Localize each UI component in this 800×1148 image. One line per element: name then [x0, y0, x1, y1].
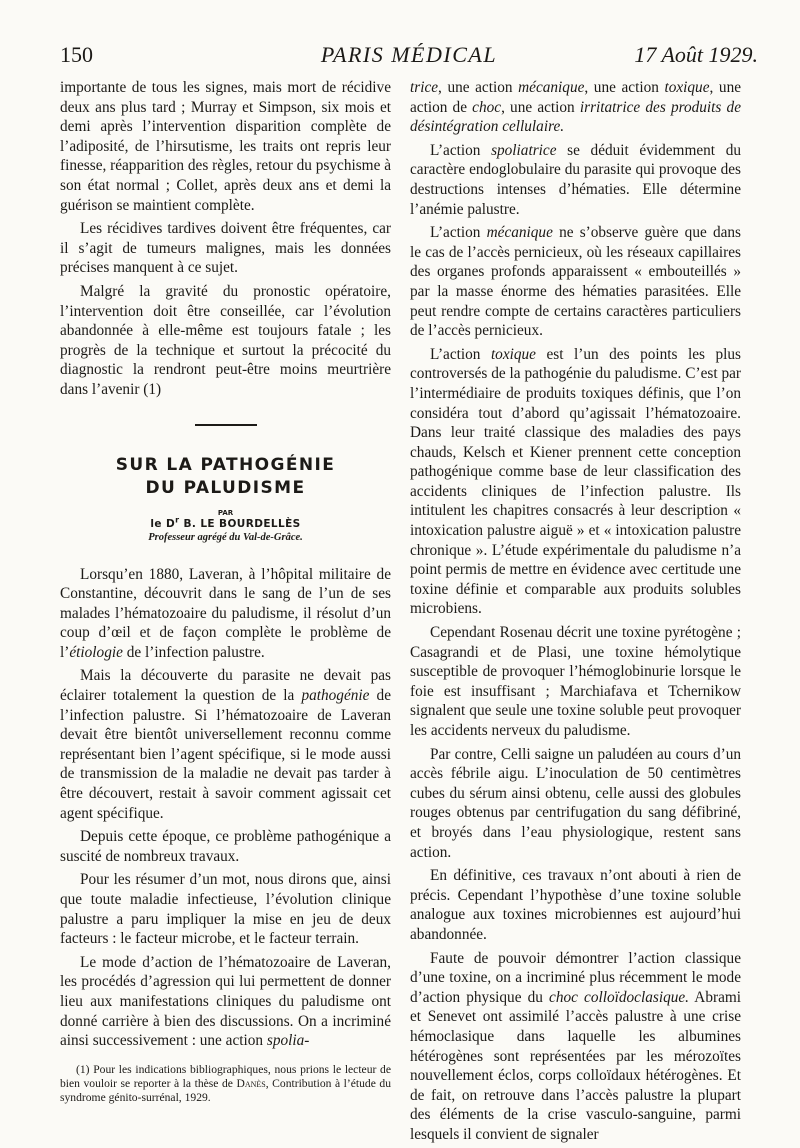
paragraph: Les récidives tardives doivent être fréquentes, car il s’agit de tumeurs malignes, mais les données précises manquent à ce sujet.: [60, 220, 391, 277]
author-affiliation: Professeur agrégé du Val-de-Grâce.: [148, 531, 303, 543]
footnote: (1) Pour les indications bibliographiques, nous prions le lecteur de bien vouloir se reporter à la thèse de Danès, Contribution à l’étude du syndrome génito-surrénal, 1929.: [60, 1062, 391, 1104]
paragraph: En définitive, ces travaux n’ont abouti à rien de précis. Cependant l’hypothèse d’une toxine soluble analogue aux toxines microbiennes est aujourd’hui abandonnée.: [410, 867, 741, 943]
title-line-1: SUR LA PATHOGÉNIE: [115, 454, 336, 475]
right-column: [410, 78, 741, 1148]
paragraph: L’action mécanique ne s’observe guère que dans le cas de l’accès pernicieux, où les réseaux capillaires des organes profonds apparaissent « embouteillés » par la masse énorme des hématies parasitées. Elle peut rendre compte de certains caractères particuliers de l’accès pernicieux.: [410, 224, 741, 340]
page-header: [60, 42, 758, 70]
paragraph: Faute de pouvoir démontrer l’action classique d’une toxine, on a incriminé plus récemment le mode d’action physique du choc colloïdoclasique. Abrami et Senevet ont assimilé l’accès palustre à une crise hémoclasique dans laquelle les albumines hétérogènes sont représentées par les mérozoïtes nouvellement éclos, corps colloïdaux hétérogènes. Et de fait, on retrouve dans l’accès palustre la plupart des éléments de la crise vasculo-sanguine, parmi lesquels il convient de signaler: [410, 949, 742, 1143]
paragraph: Par contre, Celli saigne un paludéen au cours d’un accès fébrile aigu. L’inoculation de 50 centimètres cubes du sérum ainsi obtenu, celle aussi des globules rouges obtenus par centrifugation du sang défibriné, et broyés dans l’eau physiologique, restent sans action.: [410, 745, 741, 861]
paragraph: Pour les résumer d’un mot, nous dirons que, ainsi que toute maladie infectieuse, l’évolution clinique palustre a paru impliquer la mise en jeu de deux facteurs : le facteur microbe, et le facteur terrain.: [60, 871, 391, 948]
left-column: [60, 78, 391, 1105]
paragraph: Depuis cette époque, ce problème pathogénique a suscité de nombreux travaux.: [60, 828, 391, 865]
issue-date: 17 Août 1929.: [634, 42, 758, 67]
page-number: 150: [60, 42, 93, 67]
section-divider: [195, 424, 257, 426]
paragraph: trice, une action mécanique, une action toxique, une action de choc, une action irritatrice des produits de désintégration cellulaire.: [410, 79, 742, 136]
paragraph: importante de tous les signes, mais mort de récidive deux ans plus tard ; Murray et Simpson, six mois et demi après l’intervention disparition complète de l’adiposité, de l’hirsutisme, les traits ont repris leur finesse, réapparition des règles, retour du psychisme à son état normal ; Collet, après deux ans et demi la guérison se maintient complète.: [60, 79, 391, 214]
paragraph: L’action spoliatrice se déduit évidemment du caractère endoglobulaire du parasite qui provoque des destructions intenses d’hématies. Elle détermine l’anémie palustre.: [410, 141, 741, 218]
article-title: [60, 454, 391, 500]
paragraph: L’action toxique est l’un des points les plus controversés de la pathogénie du paludisme. C’est par l’intermédiaire de produits toxiques définis, que l’on considéra tout d’abord qu’agissait l’hématozoaire. Dans leur traité classique des maladies des pays chauds, Kelsch et Kiener prennent cette conception pathogénique comme base de leur classification des accidents cliniques de l’infection palustre. Ils intitulent les chapitres consacrés à leur description « intoxication palustre aiguë » et « intoxication palustre chronique ». L’étude expérimentale du paludisme n’a point permis de mettre en évidence avec certitude une toxine définie et comparable aux produits solubles microbiens.: [410, 345, 741, 618]
paragraph: Le mode d’action de l’hématozoaire de Laveran, les procédés d’agression qui lui permettent de donner lieu aux manifestations cliniques du paludisme ont donné carrière à bien des discussions. On a incriminé ainsi successivement : une action spolia-: [60, 953, 391, 1050]
journal-title: PARIS MÉDICAL: [320, 42, 498, 67]
title-line-2: DU PALUDISME: [145, 477, 306, 498]
byline-par: PAR: [217, 508, 234, 517]
paragraph: Mais la découverte du parasite ne devait pas éclairer totalement la question de la pathogénie de l’infection palustre. Si l’hématozoaire de Laveran devait être bientôt universellement reconnu comme représentant bien l’agent spécifique, si le mode aussi de transmission de la maladie ne devait pas tarder à être découvert, restait à savoir comment agissait cet agent spécifique.: [60, 667, 391, 822]
paragraph: Cependant Rosenau décrit une toxine pyrétogène ; Casagrandi et de Plasi, une toxine hémolytique susceptible de provoquer l’hémoglobinurie lorsque le foie est insuffisant ; Marchiafava et Tchernikow signalent que seule une toxine soluble peut provoquer les accidents nerveux du paludisme.: [410, 624, 741, 739]
paragraph: Malgré la gravité du pronostic opératoire, l’intervention doit être conseillée, car l’évolution abandonnée à elle-même est toujours fatale ; les progrès de la technique et surtout la précocité du diagnostic la rendront peut-être moins meurtrière dans l’avenir (1): [60, 282, 391, 398]
author: le $D^r$ B. LE BOURDELLÈS: [150, 515, 301, 530]
paragraph: Lorsqu’en 1880, Laveran, à l’hôpital militaire de Constantine, découvrit dans le sang de l’un de ses malades l’hématozoaire du paludisme, il résolut d’un coup d’œil et de façon complète le problème de l’étiologie de l’infection palustre.: [60, 565, 391, 661]
